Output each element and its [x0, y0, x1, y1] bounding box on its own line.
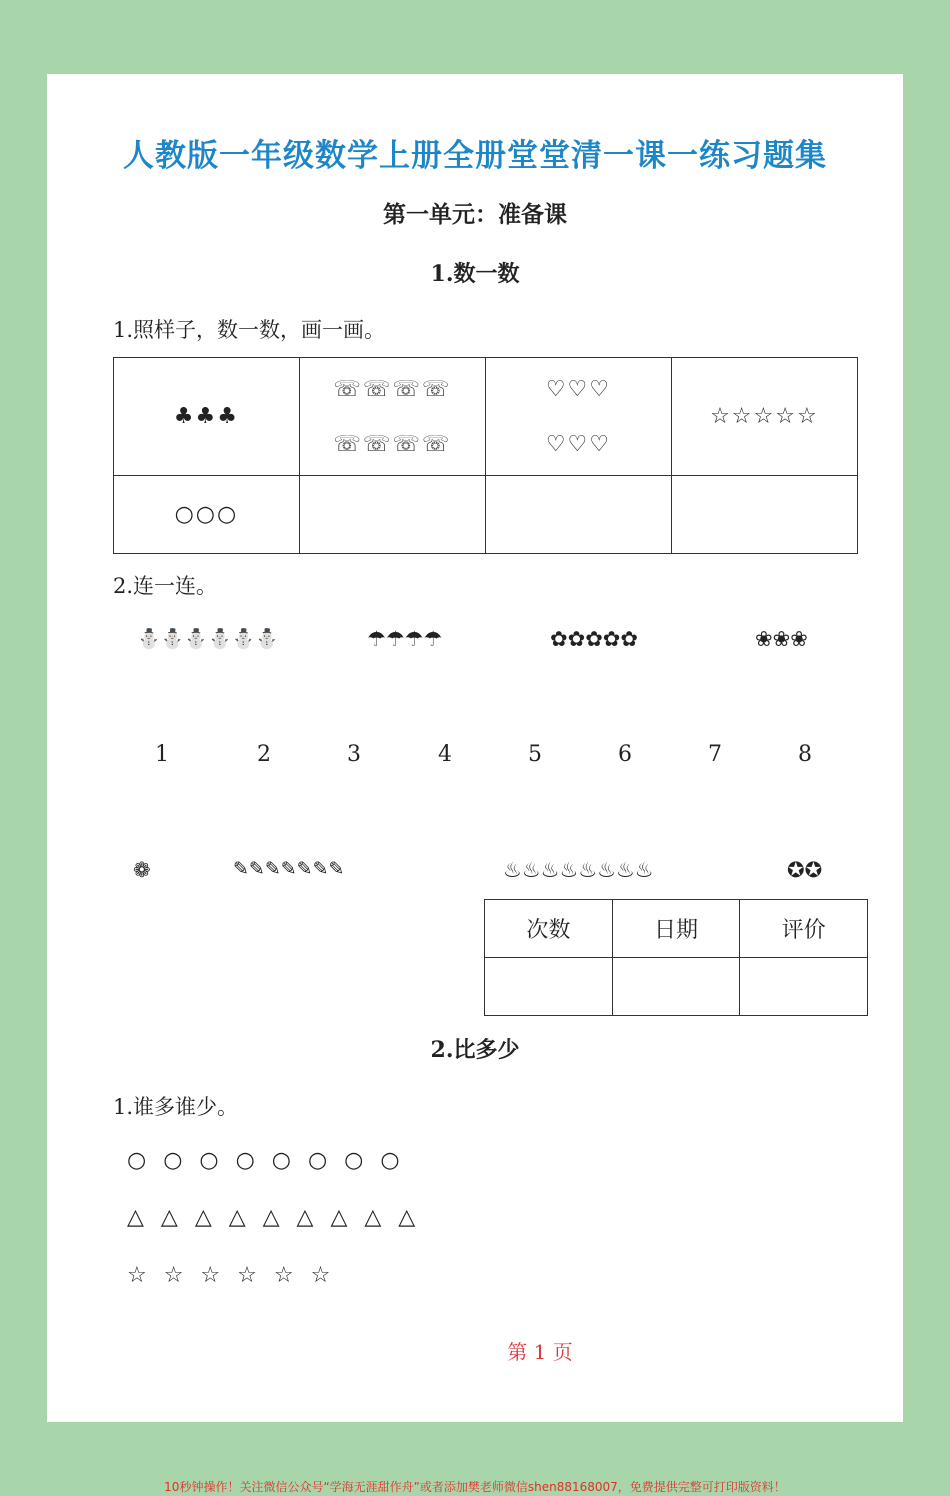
- circle-row: ○ ○ ○ ○ ○ ○ ○ ○: [127, 1148, 400, 1173]
- phones-cell: [299, 358, 485, 476]
- number-2: 2: [257, 742, 271, 767]
- number-7: 7: [708, 742, 722, 767]
- promo-footer: 10秒钟操作！关注微信公众号“学海无涯甜作舟”或者添加樊老师微信shen88168007，免费提供完整可打印版资料！: [164, 1480, 786, 1494]
- eval-rating-cell[interactable]: [740, 958, 868, 1016]
- number-6: 6: [618, 742, 632, 767]
- page-title: 人教版一年级数学上册全册堂堂清一课一练习题集: [123, 138, 827, 174]
- phone-icon-group: ☏☏☏☏: [333, 376, 452, 402]
- circles-example-cell: [114, 476, 300, 554]
- circle-icon-group: ○○○: [174, 502, 239, 527]
- number-4: 4: [438, 742, 452, 767]
- answer-cell[interactable]: [299, 476, 485, 554]
- snowman-icon-group: ⛄⛄⛄⛄⛄⛄: [137, 628, 279, 650]
- number-5: 5: [528, 742, 542, 767]
- answer-cell[interactable]: [671, 476, 857, 554]
- sunflower-icon-group: ❁: [133, 858, 151, 882]
- clubs-cell: [114, 358, 300, 476]
- unit-heading: 第一单元：准备课: [383, 201, 567, 228]
- eval-date-cell[interactable]: [612, 958, 740, 1016]
- eval-header-date: 日期: [612, 900, 740, 958]
- circled-star-icon-group: ✪✪: [787, 858, 823, 882]
- stars-cell: [671, 358, 857, 476]
- section-heading-compare: 2.比多少: [430, 1037, 520, 1063]
- umbrella-icon-group: ☂☂☂☂: [367, 627, 443, 651]
- eval-header-times: 次数: [485, 900, 613, 958]
- heart-icon-group: ♡♡♡: [545, 431, 611, 457]
- pencil-icon-group: ✎✎✎✎✎✎✎: [233, 858, 345, 880]
- worksheet-page: [47, 74, 903, 1422]
- count-draw-table: [113, 357, 858, 554]
- phone-icon-group: ☏☏☏☏: [333, 431, 452, 457]
- question-2-prompt: 2.连一连。: [113, 574, 218, 598]
- section-heading-count: 1.数一数: [430, 261, 520, 287]
- triangle-row: △ △ △ △ △ △ △ △ △: [127, 1205, 416, 1230]
- hot-spring-icon-group: ♨♨♨♨♨♨♨♨: [503, 858, 654, 882]
- star-row: ☆ ☆ ☆ ☆ ☆ ☆: [127, 1263, 331, 1288]
- eval-times-cell[interactable]: [485, 958, 613, 1016]
- hearts-cell: [486, 358, 672, 476]
- number-8: 8: [798, 742, 812, 767]
- blossom-icon-group: ❀❀❀: [755, 627, 808, 651]
- star-icon-group: ☆☆☆☆☆: [710, 404, 819, 429]
- heart-icon-group: ♡♡♡: [545, 376, 611, 402]
- page-number: 第 1 页: [507, 1340, 573, 1364]
- flower-icon-group: ✿✿✿✿✿: [550, 627, 638, 651]
- eval-header-rating: 评价: [740, 900, 868, 958]
- question-3-prompt: 1.谁多谁少。: [113, 1095, 239, 1119]
- number-1: 1: [155, 742, 169, 767]
- question-1-prompt: 1.照样子，数一数，画一画。: [113, 318, 386, 342]
- evaluation-table: [484, 899, 868, 1016]
- answer-cell[interactable]: [486, 476, 672, 554]
- clubs-icon-group: ♣♣♣: [173, 404, 239, 429]
- number-3: 3: [347, 742, 361, 767]
